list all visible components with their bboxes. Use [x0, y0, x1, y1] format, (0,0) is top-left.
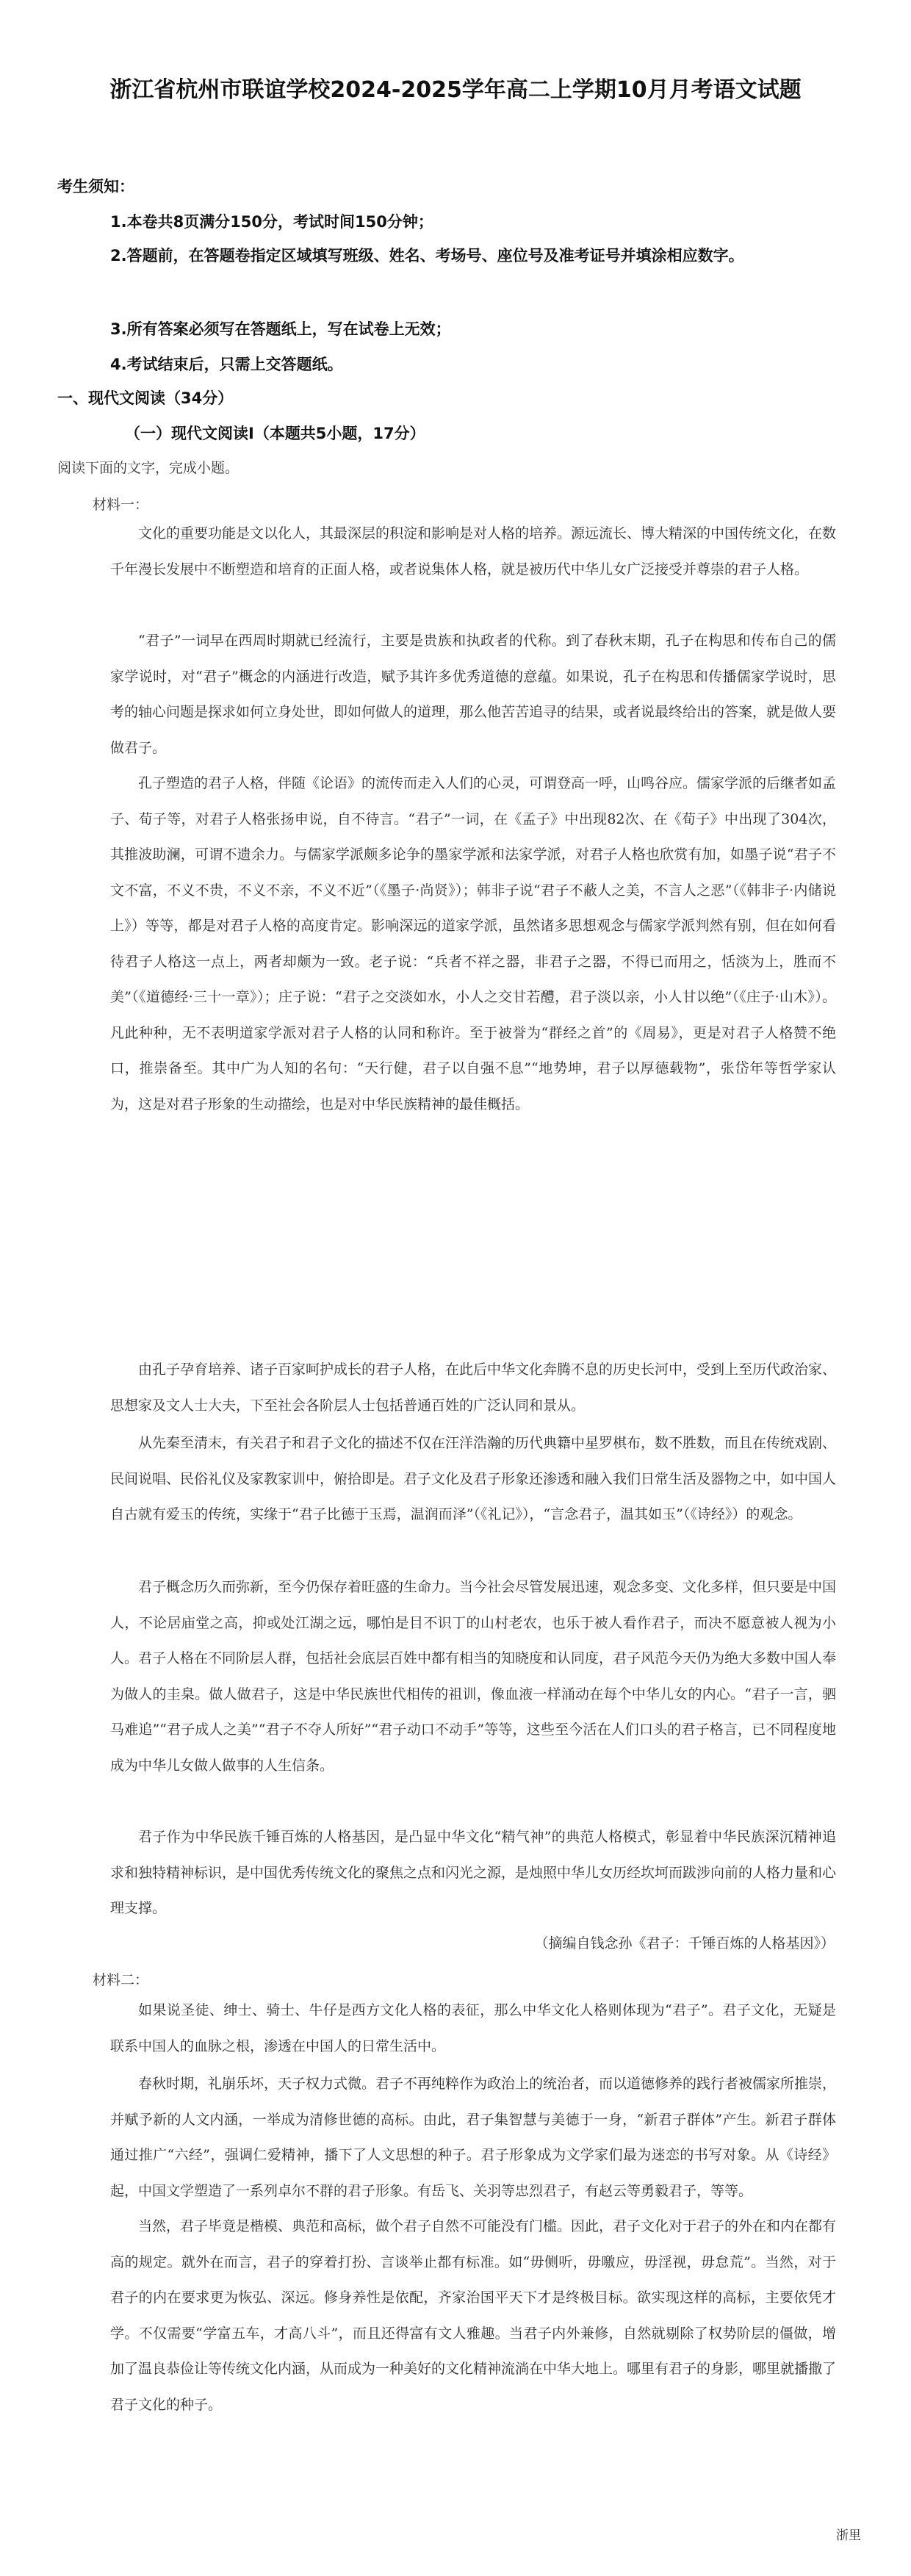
section-heading: 一、现代文阅读（34分）	[57, 389, 234, 407]
material1-paragraph-4: 由孔子孕育培养、诸子百家呵护成长的君子人格，在此后中华文化奔腾不息的历史长河中，受到上至历代政治家、思想家及文人士大夫，下至社会各阶层人士包括普通百姓的广泛认同和景从。	[110, 1361, 837, 1414]
reading-instruction: 阅读下面的文字，完成小题。	[57, 460, 240, 476]
notice-item-2: 2.答题前，在答题卷指定区域填写班级、姓名、考场号、座位号及准考证号并填涂相应数字。	[110, 247, 744, 265]
material1-paragraph-7: 君子作为中华民族千锤百炼的人格基因，是凸显中华文化“精气神”的典范人格模式，彰显着中华民族深沉精神追求和独特精神标识，是中国优秀传统文化的聚焦之点和闪光之源，是烛照中华儿女历经坎坷而跋涉向前的人格力量和心理支撑。	[110, 1829, 837, 1916]
document-title: 浙江省杭州市联谊学校2024-2025学年高二上学期10月月考语文试题	[109, 77, 802, 103]
notice-heading: 考生须知：	[57, 178, 134, 195]
subsection-heading: （一）现代文阅读Ⅰ（本题共5小题，17分）	[125, 425, 425, 442]
material1-paragraph-6: 君子概念历久而弥新，至今仍保存着旺盛的生命力。当今社会尽管发展迅速，观念多变、文化多样，但只要是中国人，不论居庙堂之高，抑或处江湖之远，哪怕是目不识丁的山村老农，也乐于被人看作君子，而决不愿意被人视为小人。君子人格在不同阶层人群，包括社会底层百姓中都有相当的知晓度和认同度，君子风范今天仍为绝大多数中国人奉为做人的圭臬。做人做君子，这是中华民族世代相传的祖训，像血液一样涌动在每个中华儿女的内心。“君子一言，驷马难追”“君子成人之美”“君子不夺人所好”“君子动口不动手”等等，这些至今活在人们口头的君子格言，已不同程度地成为中华儿女做人做事的人生信条。	[110, 1579, 837, 1774]
notice-item-1: 1.本卷共8页满分150分，考试时间150分钟；	[110, 213, 433, 231]
material2-paragraph-1: 如果说圣徒、绅士、骑士、牛仔是西方文化人格的表征，那么中华文化人格则体现为“君子”。君子文化，无疑是联系中国人的血脉之根，渗透在中国人的日常生活中。	[110, 2002, 836, 2054]
page-footer-mark: 浙里	[836, 2528, 861, 2543]
material1-paragraph-1: 文化的重要功能是文以化人，其最深层的积淀和影响是对人格的培养。源远流长、博大精深的中国传统文化，在数千年漫长发展中不断塑造和培育的正面人格，或者说集体人格，就是被历代中华儿女广泛接受并尊崇的君子人格。	[110, 525, 837, 578]
material2-paragraph-3: 当然，君子毕竟是楷模、典范和高标，做个君子自然不可能没有门槛。因此，君子文化对于君子的外在和内在都有高的规定。就外在而言，君子的穿着打扮、言谈举止都有标准。如“毋侧听，毋噭应，毋淫视，毋怠荒”。当然，对于君子的内在要求更为恢弘、深远。修身养性是依配，齐家治国平天下才是终极目标。欲实现这样的高标，主要依凭才学。不仅需要“学富五车，才高八斗”，而且还得富有文人雅趣。当君子内外兼修，自然就剔除了权势阶层的僵做，增加了温良恭俭让等传统文化内涵，从而成为一种美好的文化精神流淌在中华大地上。哪里有君子的身影，哪里就播撒了君子文化的种子。	[110, 2218, 837, 2413]
material2-label: 材料二：	[93, 1972, 149, 1988]
material2-paragraph-2: 春秋时期，礼崩乐坏，天子权力式微。君子不再纯粹作为政治上的统治者，而以道德修养的践行者被儒家所推崇，并赋予新的人文内涵，一举成为清修世德的高标。由此，君子集智慧与美德于一身，“新君子群体”产生。新君子群体通过推广“六经”，强调仁爱精神，播下了人文思想的种子。君子形象成为文学家们最为迷恋的书写对象。从《诗经》起，中国文学塑造了一系列卓尔不群的君子形象。有岳飞、关羽等忠烈君子，有赵云等勇毅君子，等等。	[110, 2076, 837, 2199]
material1-label: 材料一：	[93, 497, 149, 513]
material1-paragraph-5: 从先秦至清末，有关君子和君子文化的描述不仅在汪洋浩瀚的历代典籍中星罗棋布，数不胜数，而且在传统戏剧、民间说唱、民俗礼仪及家教家训中，俯拾即是。君子文化及君子形象还渗透和融入我们日常生活及器物之中，如中国人自古就有爱玉的传统，实缘于“君子比德于玉焉，温润而泽”（《礼记》），“言念君子，温其如玉”（《诗经》）的观念。	[110, 1435, 837, 1522]
notice-item-4: 4.考试结束后，只需上交答题纸。	[110, 356, 343, 373]
notice-item-3: 3.所有答案必须写在答题纸上，写在试卷上无效；	[110, 320, 451, 338]
material1-citation: （摘编自钱念孙《君子：千锤百炼的人格基因》）	[534, 1935, 835, 1951]
material1-paragraph-3: 孔子塑造的君子人格，伴随《论语》的流传而走入人们的心灵，可谓登高一呼，山鸣谷应。儒家学派的后继者如孟子、荀子等，对君子人格张扬申说，自不待言。“君子”一词，在《孟子》中出现82次、在《荀子》中出现了304次，其推波助澜，可谓不遗余力。与儒家学派颇多论争的墨家学派和法家学派，对君子人格也欣赏有加，如墨子说“君子不文不富，不义不贵，不义不亲，不义不近”（《墨子·尚贤》）；韩非子说“君子不蔽人之美，不言人之恶”（《韩非子·内储说上》）等等，都是对君子人格的高度肯定。影响深远的道家学派，虽然诸多思想观念与儒家学派判然有别，但在如何看待君子人格这一点上，两者却颇为一致。老子说：“兵者不祥之器，非君子之器，不得已而用之，恬淡为上，胜而不美”（《道德经·三十一章》）；庄子说：“君子之交淡如水，小人之交甘若醴，君子淡以亲，小人甘以绝”（《庄子·山木》）。凡此种种，无不表明道家学派对君子人格的认同和称许。至于被誉为“群经之首”的《周易》，更是对君子人格赞不绝口，推崇备至。其中广为人知的名句：“天行健，君子以自强不息”“地势坤，君子以厚德载物”，张岱年等哲学家认为，这是对君子形象的生动描绘，也是对中华民族精神的最佳概括。	[110, 775, 837, 1112]
material1-paragraph-2: “君子”一词早在西周时期就已经流行，主要是贵族和执政者的代称。到了春秋末期，孔子在构思和传布自己的儒家学说时，对“君子”概念的内涵进行改造，赋予其许多优秀道德的意蕴。如果说，孔子在构思和传播儒家学说时，思考的轴心问题是探求如何立身处世，即如何做人的道理，那么他苦苦追寻的结果，或者说最终给出的答案，就是做人要做君子。	[110, 633, 837, 756]
